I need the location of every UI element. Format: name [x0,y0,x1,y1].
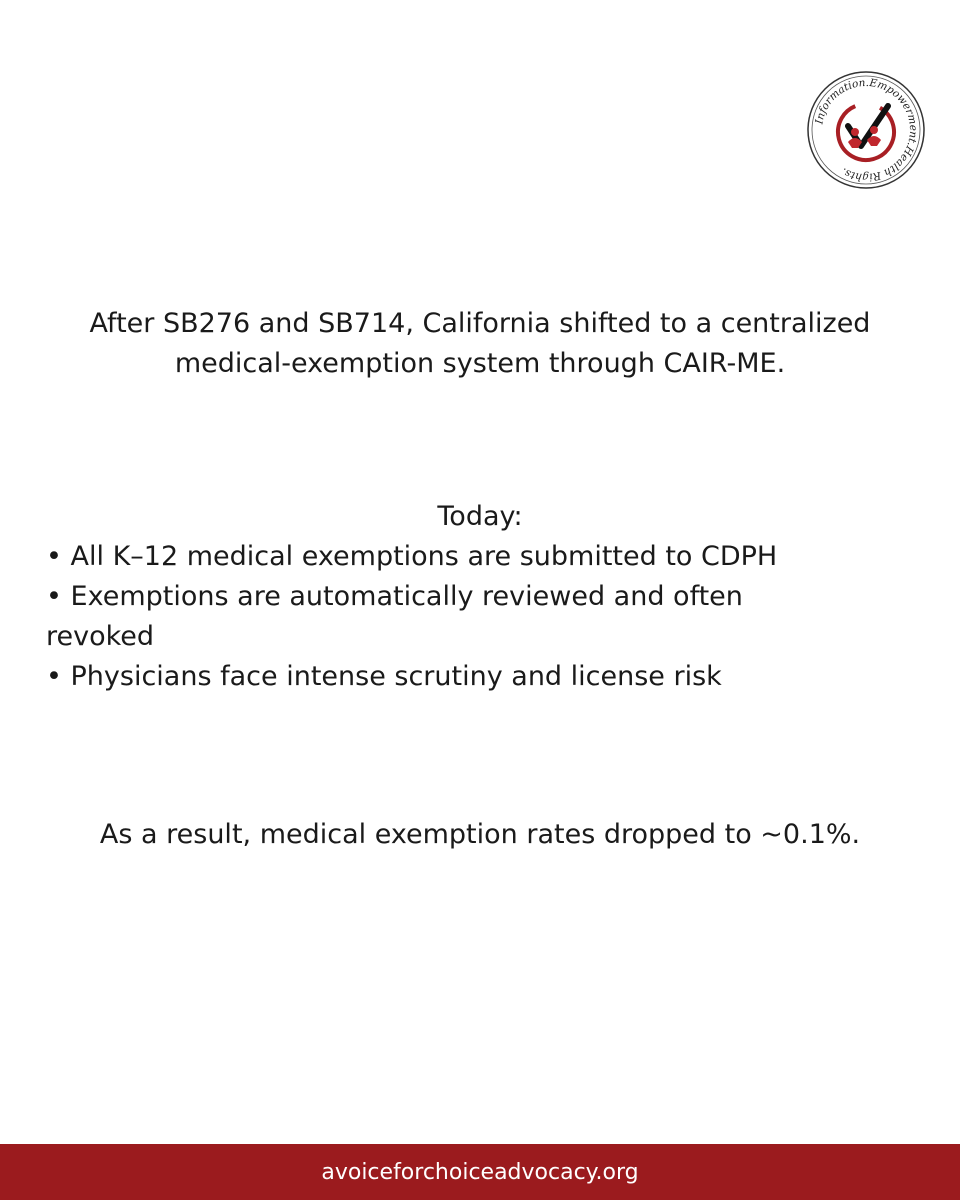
organization-logo [806,70,926,190]
today-bullet-list [46,537,846,697]
today-heading: Today: [437,501,523,532]
bullet-item: • Physicians face intense scrutiny and license risk [46,657,846,697]
bullet-item: • Exemptions are automatically reviewed and often revoked [46,577,846,657]
result-text: As a result, medical exemption rates dropped to ~0.1%. [99,819,861,850]
logo-ring-text: Information.Empowerment.Health Rights. [813,76,920,184]
logo-seal-icon [806,70,926,190]
bullet-item: • All K–12 medical exemptions are submitted to CDPH [46,537,846,577]
intro-text: After SB276 and SB714, California shifted to a centralized medical-exemption system through CAIR-ME. [89,308,871,379]
footer-bar [0,1144,960,1200]
website-link[interactable]: avoiceforchoiceadvocacy.org [321,1159,639,1185]
